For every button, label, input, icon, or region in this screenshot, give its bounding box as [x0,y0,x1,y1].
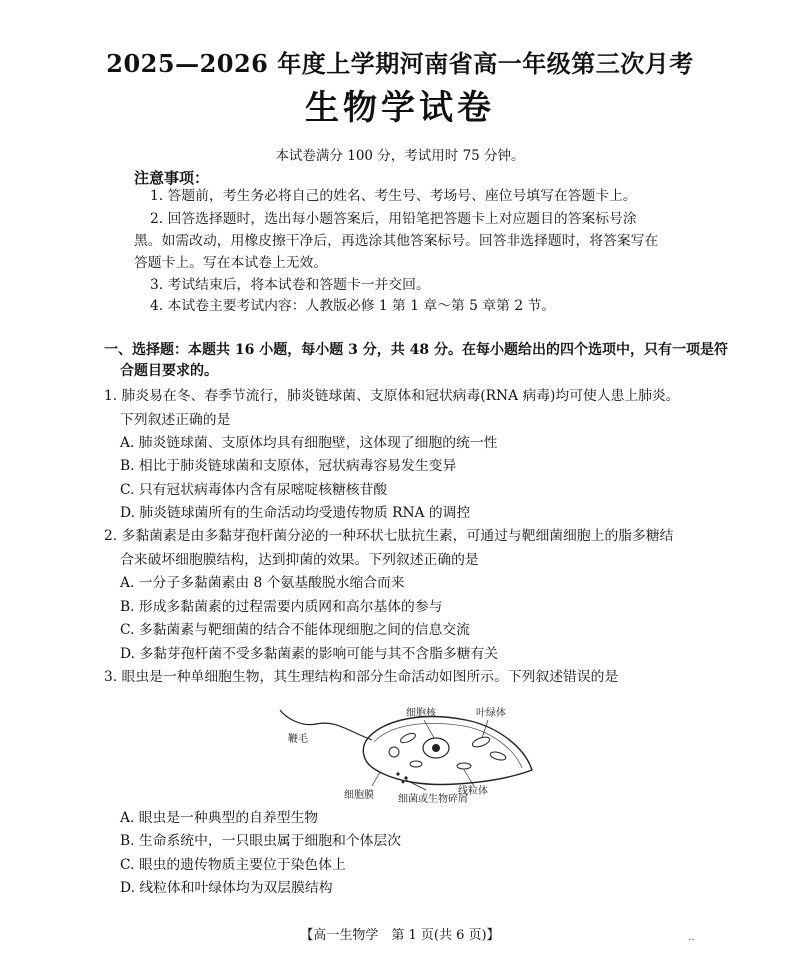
leader-line [424,720,434,738]
cell-outline [363,717,532,785]
q3-option-a: A. 眼虫是一种典型的自养型生物 [120,810,319,826]
section-heading: 一、选择题：本题共 16 小题，每小题 3 分，共 48 分。在每小题给出的四个选项中，只有一项是符 [104,342,728,358]
notice-line: 4. 本试卷主要考试内容：人教版必修 1 第 1 章～第 5 章第 2 节。 [150,298,556,314]
q1-stem: 1. 肺炎易在冬、春季节流行，肺炎链球菌、支原体和冠状病毒(RNA 病毒)均可使人患上肺炎。 [104,388,680,404]
exam-subject: 生物学试卷 [305,88,495,128]
label-debris: 细菌或生物碎屑 [398,794,468,805]
q3-option-c: C. 眼虫的遗传物质主要位于染色体上 [120,857,346,873]
q1-option-b: B. 相比于肺炎链球菌和支原体，冠状病毒容易发生变异 [120,458,457,474]
label-nucleus: 细胞核 [406,708,436,719]
notice-line: 1. 答题前，考生务必将自己的姓名、考生号、考场号、座位号填写在答题卡上。 [150,188,637,204]
exam-info: 本试卷满分 100 分，考试用时 75 分钟。 [275,148,525,164]
page-mark: ‥ [688,932,695,943]
debris-dot [396,772,399,775]
mitochondrion-shape [410,761,422,767]
leader-line [406,780,426,790]
q1-option-c: C. 只有冠状病毒体内含有尿嘧啶核糖核苷酸 [120,482,388,498]
euglena-figure [276,690,536,806]
q3-stem: 3. 眼虫是一种单细胞生物，其生理结构和部分生命活动如图所示。下列叙述错误的是 [104,669,619,685]
page-footer: 【高一生物学 第 1 页(共 6 页)】 [300,928,500,943]
notice-line: 3. 考试结束后，将本试卷和答题卡一并交回。 [150,277,430,293]
label-chloroplast: 叶绿体 [476,708,506,719]
q2-option-a: A. 一分子多黏菌素由 8 个氨基酸脱水缩合而来 [120,575,405,591]
mitochondrion-shape [457,763,471,769]
debris-dot [402,781,405,784]
euglena-diagram [276,690,536,806]
cell-membrane-inner [374,723,522,768]
notice-heading: 注意事项： [134,169,210,187]
chloroplast-shape [471,735,491,749]
food-vacuole-shape [389,747,399,757]
label-membrane: 细胞膜 [344,790,374,801]
q1-stem-cont: 下列叙述正确的是 [120,412,231,428]
debris-dot [404,776,407,779]
chloroplast-shape [489,751,506,762]
q2-option-c: C. 多黏菌素与靶细菌的结合不能体现细胞之间的信息交流 [120,622,470,638]
q3-option-b: B. 生命系统中，一只眼虫属于细胞和个体层次 [120,833,402,849]
label-mitochondria: 线粒体 [458,786,488,797]
q2-stem-cont: 合来破坏细胞膜结构，达到抑菌的效果。下列叙述正确的是 [120,552,479,568]
q2-option-d: D. 多黏芽孢杆菌不受多黏菌素的影响可能与其不含脂多糖有关 [120,646,499,662]
notice-line: 黑。如需改动，用橡皮擦干净后，再选涂其他答案标号。回答非选择题时，将答案写在 [134,233,659,249]
q3-option-d: D. 线粒体和叶绿体均为双层膜结构 [120,880,333,896]
q1-option-a: A. 肺炎链球菌、支原体均具有细胞壁，这体现了细胞的统一性 [120,435,498,451]
exam-title: 2025—2026 年度上学期河南省高一年级第三次月考 [106,49,694,78]
q1-option-d: D. 肺炎链球菌所有的生命活动均受遗传物质 RNA 的调控 [120,505,471,521]
q2-stem: 2. 多黏菌素是由多黏芽孢杆菌分泌的一种环状七肽抗生素，可通过与靶细菌细胞上的脂多糖结 [104,528,674,544]
chloroplast-shape [399,731,416,744]
leader-line [372,772,380,786]
label-flagellum: 鞭毛 [288,734,308,745]
notice-line: 2. 回答选择题时，选出每小题答案后，用铅笔把答题卡上对应题目的答案标号涂 [150,211,637,227]
q2-option-b: B. 形成多黏菌素的过程需要内质网和高尔基体的参与 [120,599,443,615]
section-heading-cont: 合题目要求的。 [120,363,218,379]
leader-line [482,720,488,738]
notice-line: 答题卡上。写在本试卷上无效。 [134,255,328,271]
nucleolus-shape [432,744,440,752]
